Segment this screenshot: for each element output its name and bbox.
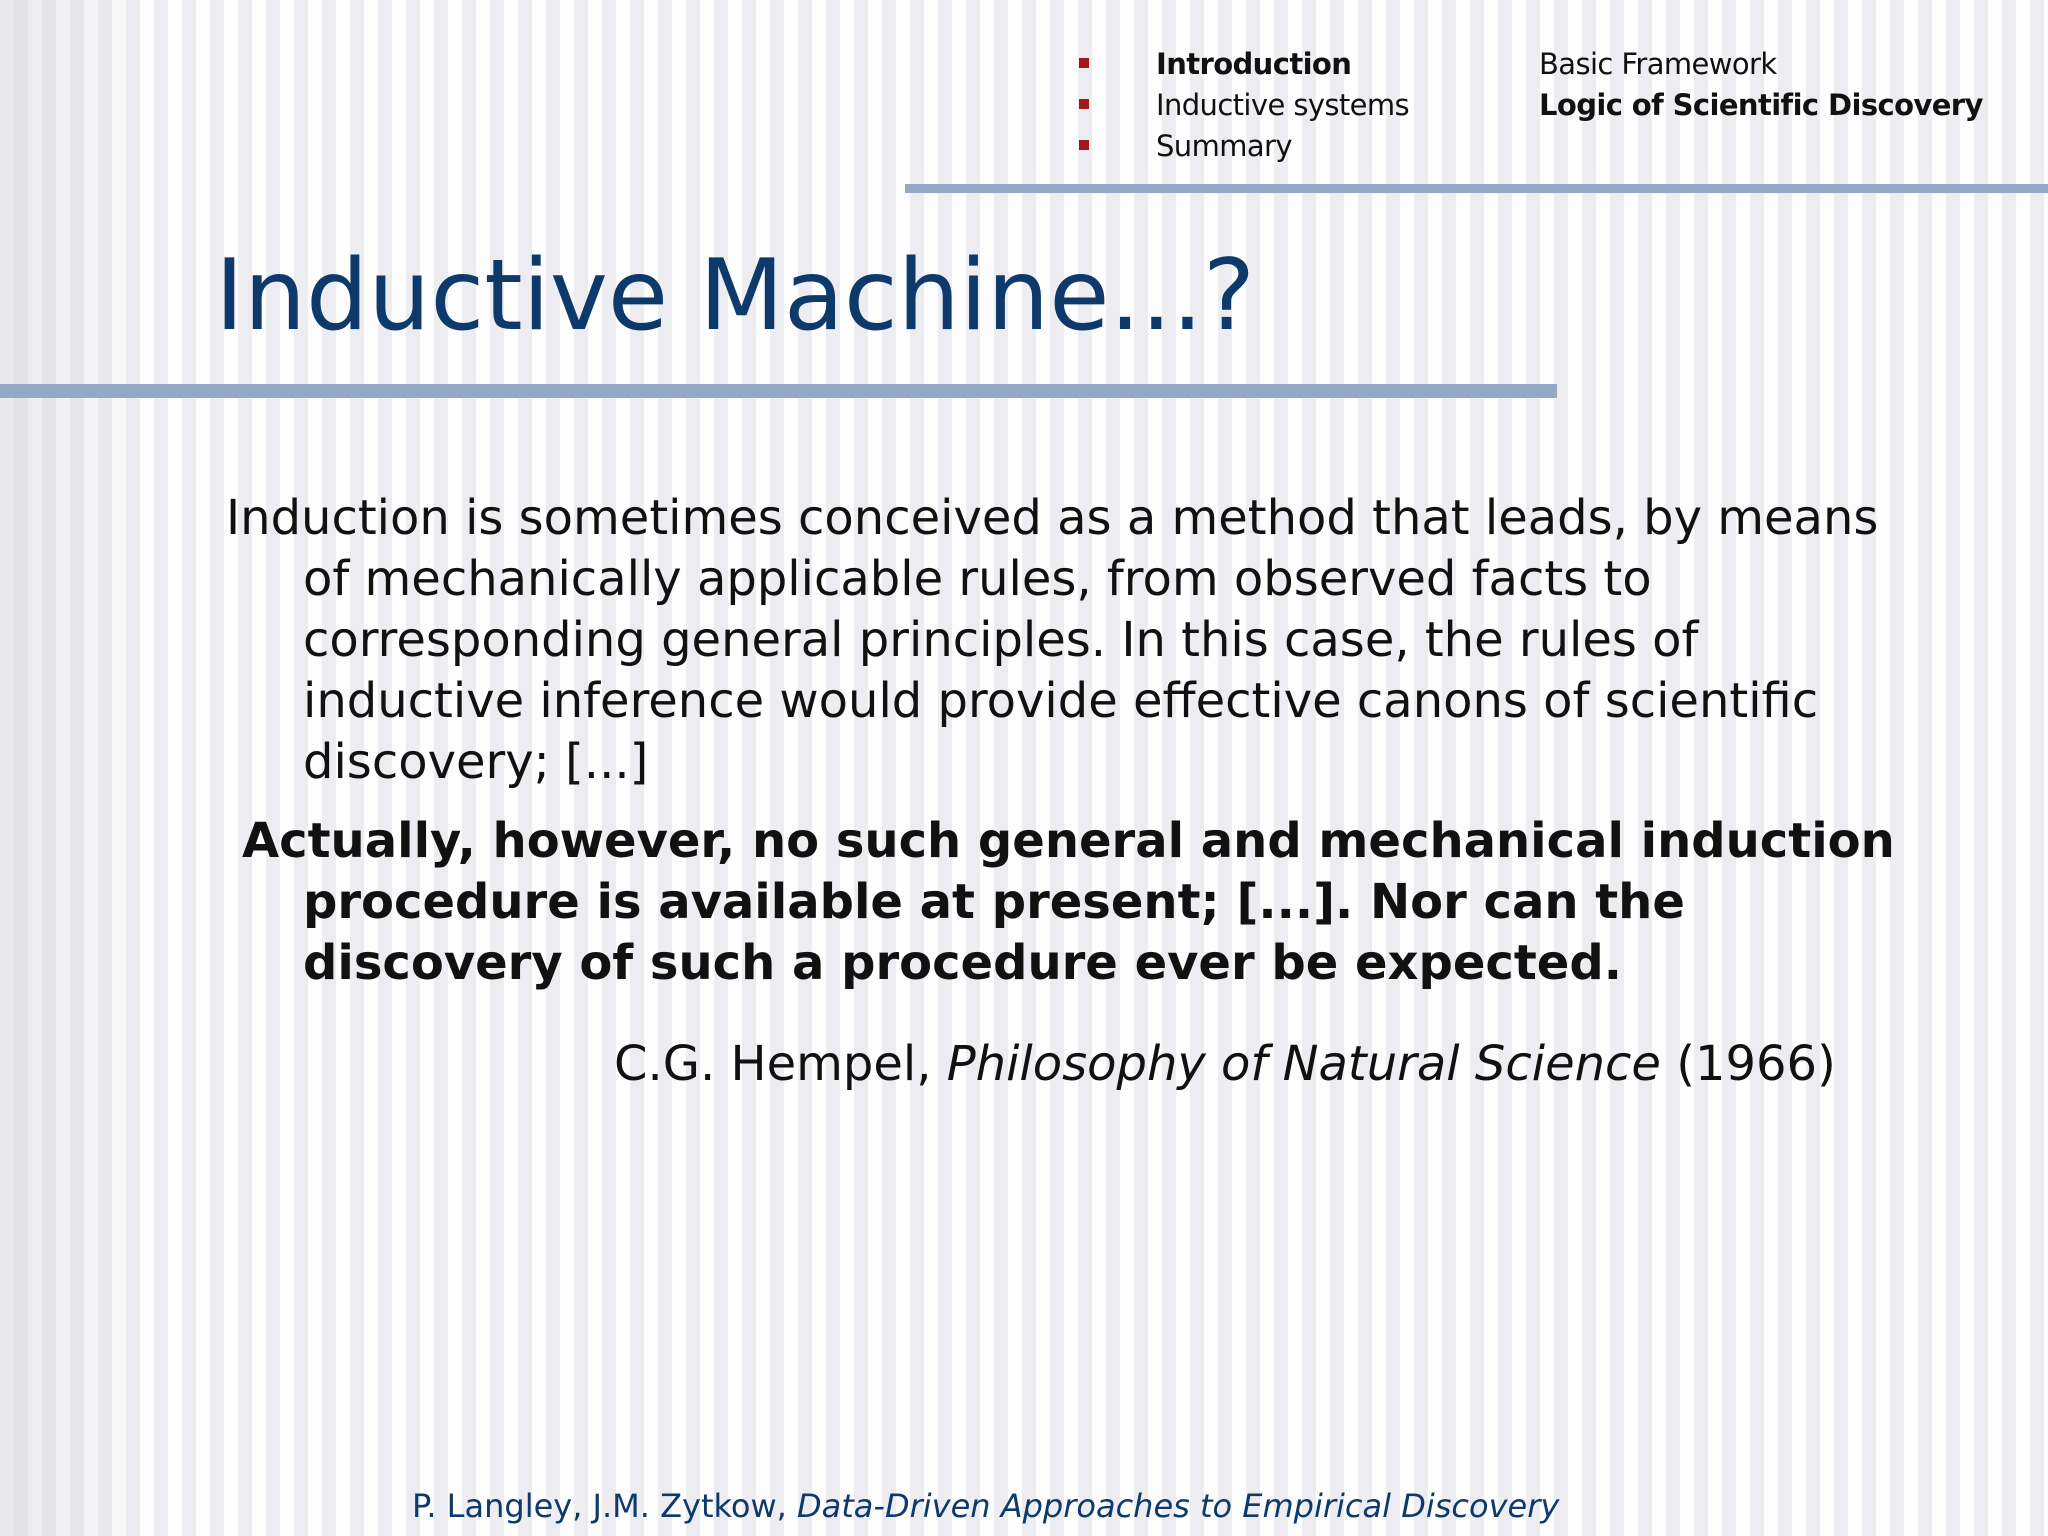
slide-footer [412,1486,1559,1526]
square-bullet-icon [1079,99,1089,109]
citation [614,1034,1836,1095]
nav-item-label: Logic of Scientific Discovery [1539,88,1983,122]
slide-title: Inductive Machine...? [215,239,1256,353]
nav-item-inductive-systems[interactable] [1076,85,1409,126]
nav-item-label: Summary [1156,129,1292,163]
nav-item-basic-framework[interactable] [1539,44,1983,85]
header-divider [905,184,2048,193]
quote-paragraph-2-bold: Actually, however, no such general and mechanical induction procedure is available at present; [...]. Nor can the discovery of such a procedure ever be expected. [242,813,1895,991]
nav-column-right [1539,44,1983,126]
square-bullet-icon [1079,140,1089,150]
nav-item-label: Inductive systems [1156,88,1410,122]
citation-year: (1966) [1660,1036,1836,1092]
nav-item-label: Basic Framework [1539,47,1777,81]
footer-authors: P. Langley, J.M. Zytkow, [412,1487,797,1525]
nav-column-left [1076,44,1409,167]
footer-work: Data-Driven Approaches to Empirical Discovery [797,1487,1560,1525]
title-divider [0,384,1557,398]
nav-item-introduction[interactable] [1076,44,1409,85]
citation-work: Philosophy of Natural Science [946,1036,1661,1092]
nav-item-logic-of-scientific-discovery[interactable] [1539,85,1983,126]
quote-paragraph-1: Induction is sometimes conceived as a method that leads, by means of mechanically applicable rules, from observed facts to corresponding general principles. In this case, the rules of inductive inference would provide effective canons of scientific discovery; [...] [226,490,1879,790]
nav-item-summary[interactable] [1076,126,1409,167]
citation-author: C.G. Hempel, [614,1036,947,1092]
nav-item-label: Introduction [1156,47,1352,81]
square-bullet-icon [1079,58,1089,68]
